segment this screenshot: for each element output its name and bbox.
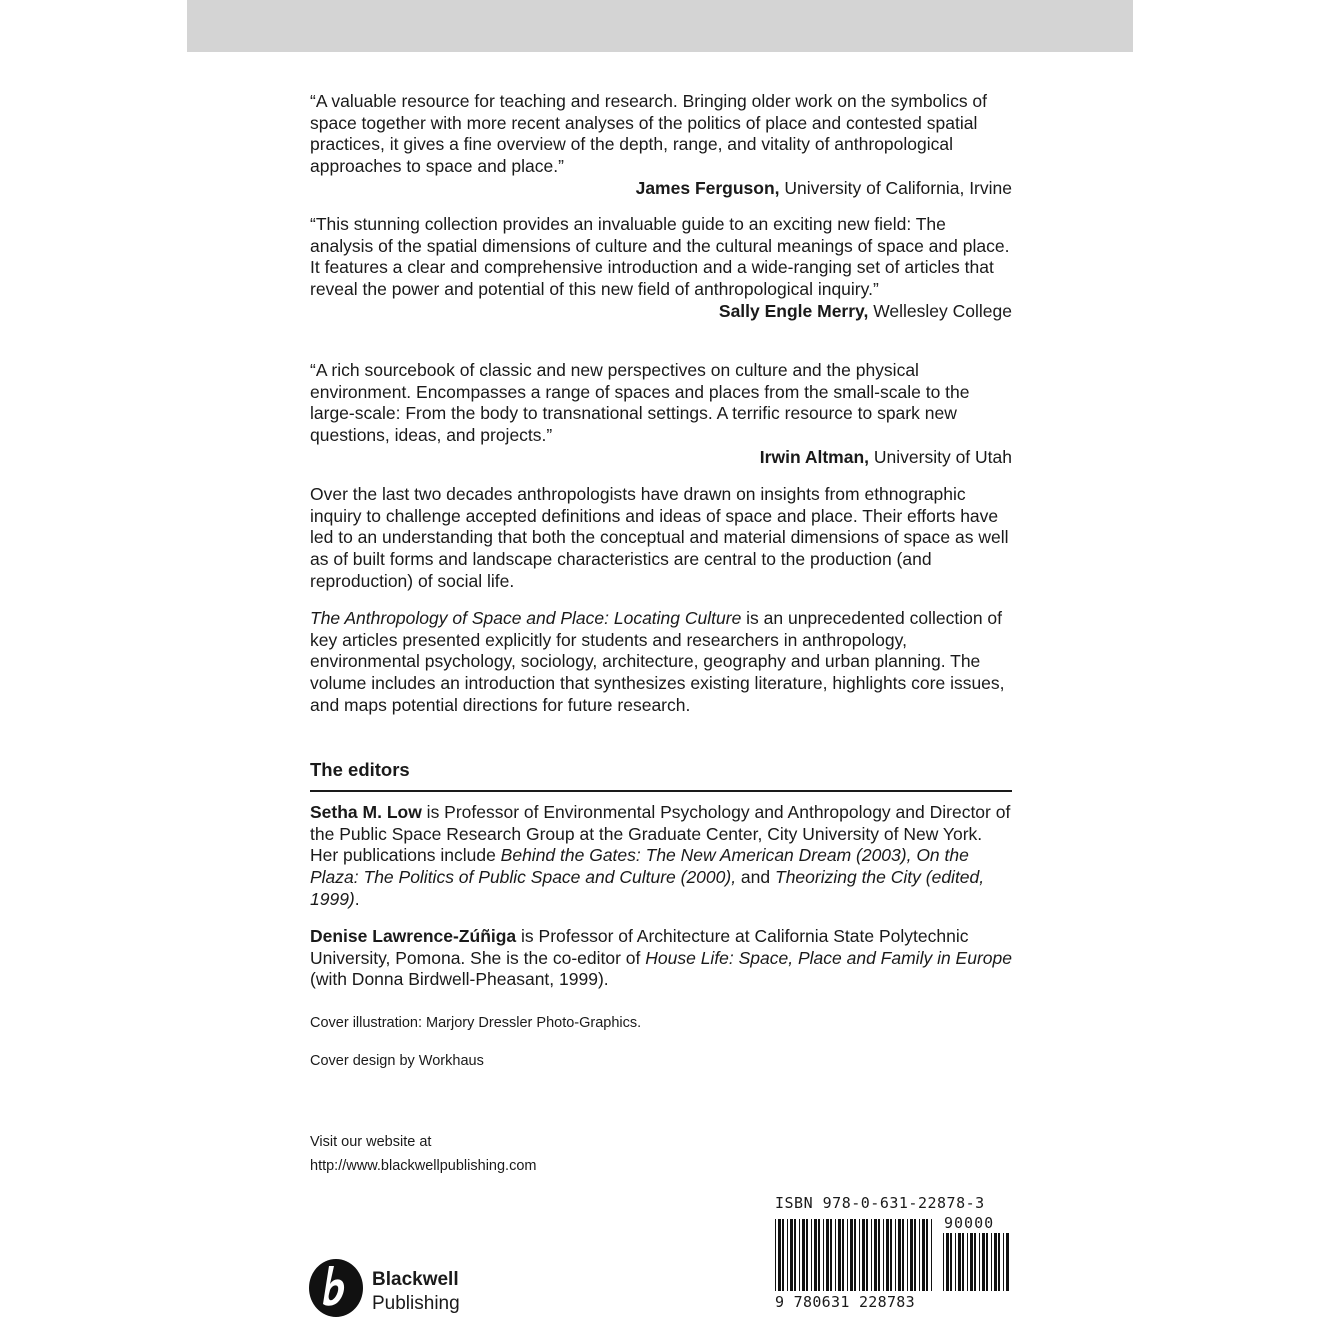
barcode-bar [799,1219,800,1291]
review-quote: “A rich sourcebook of classic and new perspectives on culture and the physical environment. Encompasses a range of spaces and places from the small-scale to the large-scale: From the body to transnational settings. A terrific resource to spark new questions, ideas, and projects.” [310,360,970,446]
editor-works: House Life: Space, Place and Family in Europe [645,947,1012,968]
barcode-bar [862,1219,865,1291]
editor-bio [310,926,1012,991]
barcode-bar [890,1219,892,1291]
price-code: 90000 [944,1214,995,1232]
isbn-text: ISBN 978-0-631-22878-3 [775,1194,985,1212]
barcode-bar [902,1219,904,1291]
editor-works: Behind the Gates: The New American Dream (2003), On the Plaza: The Politics of Public Space and Culture (2000), [310,845,969,888]
cover-illustration-credit: Cover illustration: Marjory Dressler Photo-Graphics. [310,1015,642,1031]
review-attribution [310,447,1012,469]
review-author: Irwin Altman, [759,446,870,467]
barcode-bar [790,1219,793,1291]
editors-divider [310,790,1012,792]
barcode-bar [871,1219,872,1291]
barcode-bar [802,1219,805,1291]
editor-low [310,802,1012,911]
review-quote: “A valuable resource for teaching and research. Bringing older work on the symbolics of space together with more recent analyses of the politics of place and contested spatial practices, it gives a fine overview of the depth, range, and vitality of anthropological approaches to space and place.” [310,91,988,177]
description [310,484,1012,593]
editors-heading: The editors [310,759,410,780]
barcode-bar [994,1233,997,1291]
review-quote: “This stunning collection provides an invaluable guide to an exciting new field: The analysis of the spatial dimensions of culture and the cultural meanings of space and place. It features a clear and comprehensive introduction and a wide-ranging set of articles that reveal the power and potential of this new field of anthropological inquiry.” [310,214,1010,300]
top-gray-band [187,0,1133,52]
description-text: is an unprecedented collection of key articles presented explicitly for students and researchers in anthropology, environmental psychology, sociology, architecture, geography and urban planning. The volume includes an introduction that synthesizes existing literature, highlights core issues, and maps potential directions for future research. [310,608,1005,715]
barcode-bar [866,1219,868,1291]
barcode-bar [926,1219,928,1291]
barcode-bar [859,1219,860,1291]
barcode-bar [830,1219,832,1291]
barcode-bar [1003,1233,1004,1291]
review-affiliation: University of California, Irvine [779,177,1012,198]
barcode-bar [874,1219,877,1291]
barcode-bar [826,1219,829,1291]
barcode-bar [950,1233,952,1291]
review-author: James Ferguson, [635,177,780,198]
barcode-bar [878,1219,880,1291]
editor-name: Denise Lawrence-Zúñiga [310,926,517,946]
barcode-bar [955,1233,956,1291]
barcode-bar [974,1233,976,1291]
barcode-bar [842,1219,844,1291]
barcode-bar [914,1219,916,1291]
barcode-bar [814,1219,817,1291]
website-url[interactable]: http://www.blackwellpublishing.com [310,1158,537,1174]
barcode-bar [943,1233,944,1291]
barcode-bar [847,1219,848,1291]
editor-text: and [736,867,775,888]
barcode-bar [838,1219,841,1291]
cover-credits [310,1011,1012,1035]
barcode-bar [998,1233,1000,1291]
barcode-bar [895,1219,896,1291]
barcode-bar [854,1219,856,1291]
publisher-name [372,1268,460,1316]
barcode-bar [886,1219,889,1291]
website-block [310,1130,1012,1178]
review-attribution [310,178,1012,200]
barcode-bar [778,1219,781,1291]
barcode-bar [967,1233,968,1291]
editor-lawrence [310,926,1012,991]
editor-text: . [354,888,360,909]
description-paragraph-1: Over the last two decades anthropologists have drawn on insights from ethnographic inquiry to challenge accepted definitions and ideas of space and place. Their efforts have led to an understanding that both the conceptual and material dimensions of space as well as of built forms and landscape characteristics are central to the production (and reproduction) of social life. [310,484,1009,591]
barcode-bar [850,1219,853,1291]
barcode-bar [787,1219,788,1291]
barcode-bar [907,1219,908,1291]
blackwell-logo-icon [308,1258,364,1323]
editor-name: Setha M. Low [310,802,422,822]
barcode-bar [922,1219,925,1291]
barcode-bar [919,1219,920,1291]
barcode-bar [958,1233,961,1291]
barcode-bar [794,1219,796,1291]
editor-bio [310,802,1012,911]
editor-works: Theorizing the City (edited, 1999) [310,867,985,909]
barcode-bar [775,1219,776,1291]
barcode-bar [806,1219,808,1291]
review-affiliation: University of Utah [869,446,1012,467]
review-author: Sally Engle Merry, [718,300,869,321]
editor-text: (with Donna Birdwell-Pheasant, 1999). [310,969,609,990]
barcode-bar [979,1233,980,1291]
barcode-bar [970,1233,973,1291]
review-affiliation: Wellesley College [868,300,1012,321]
barcode-bar [946,1233,949,1291]
barcode-bar [898,1219,901,1291]
barcode-bar [823,1219,824,1291]
editor-text: is Professor of Architecture at California State Polytechnic University, Pomona. She is the co-editor of [310,926,969,968]
barcode-bar [1006,1233,1009,1291]
barcode-digits: 9 780631 228783 [775,1293,915,1311]
publisher-line-1: Blackwell [372,1269,459,1290]
review-3 [310,360,1012,469]
editors-section [310,759,1012,781]
barcode-bar [782,1219,784,1291]
barcode-bar [986,1233,988,1291]
website-label: Visit our website at [310,1134,432,1150]
barcode-bar [811,1219,812,1291]
review-2 [310,214,1012,323]
barcode-bar [991,1233,992,1291]
barcode-bar [883,1219,884,1291]
cover-design-credit: Cover design by Workhaus [310,1053,484,1069]
barcode-bar [835,1219,836,1291]
barcode-bar [982,1233,985,1291]
book-title: The Anthropology of Space and Place: Locating Culture [310,608,742,628]
barcode-bar [818,1219,820,1291]
description-paragraph-2 [310,608,1012,717]
barcode-bar [931,1219,932,1291]
barcode-bar [962,1233,964,1291]
review-1 [310,91,1012,200]
review-attribution [310,301,1012,323]
barcode-bar [910,1219,913,1291]
description-2 [310,608,1012,717]
editor-text: is Professor of Environmental Psychology and Anthropology and Director of the Public Space Research Group at the Graduate Center, City University of New York. Her publications include [310,802,1011,866]
publisher-line-2: Publishing [372,1293,460,1314]
cover-design [310,1049,1012,1073]
